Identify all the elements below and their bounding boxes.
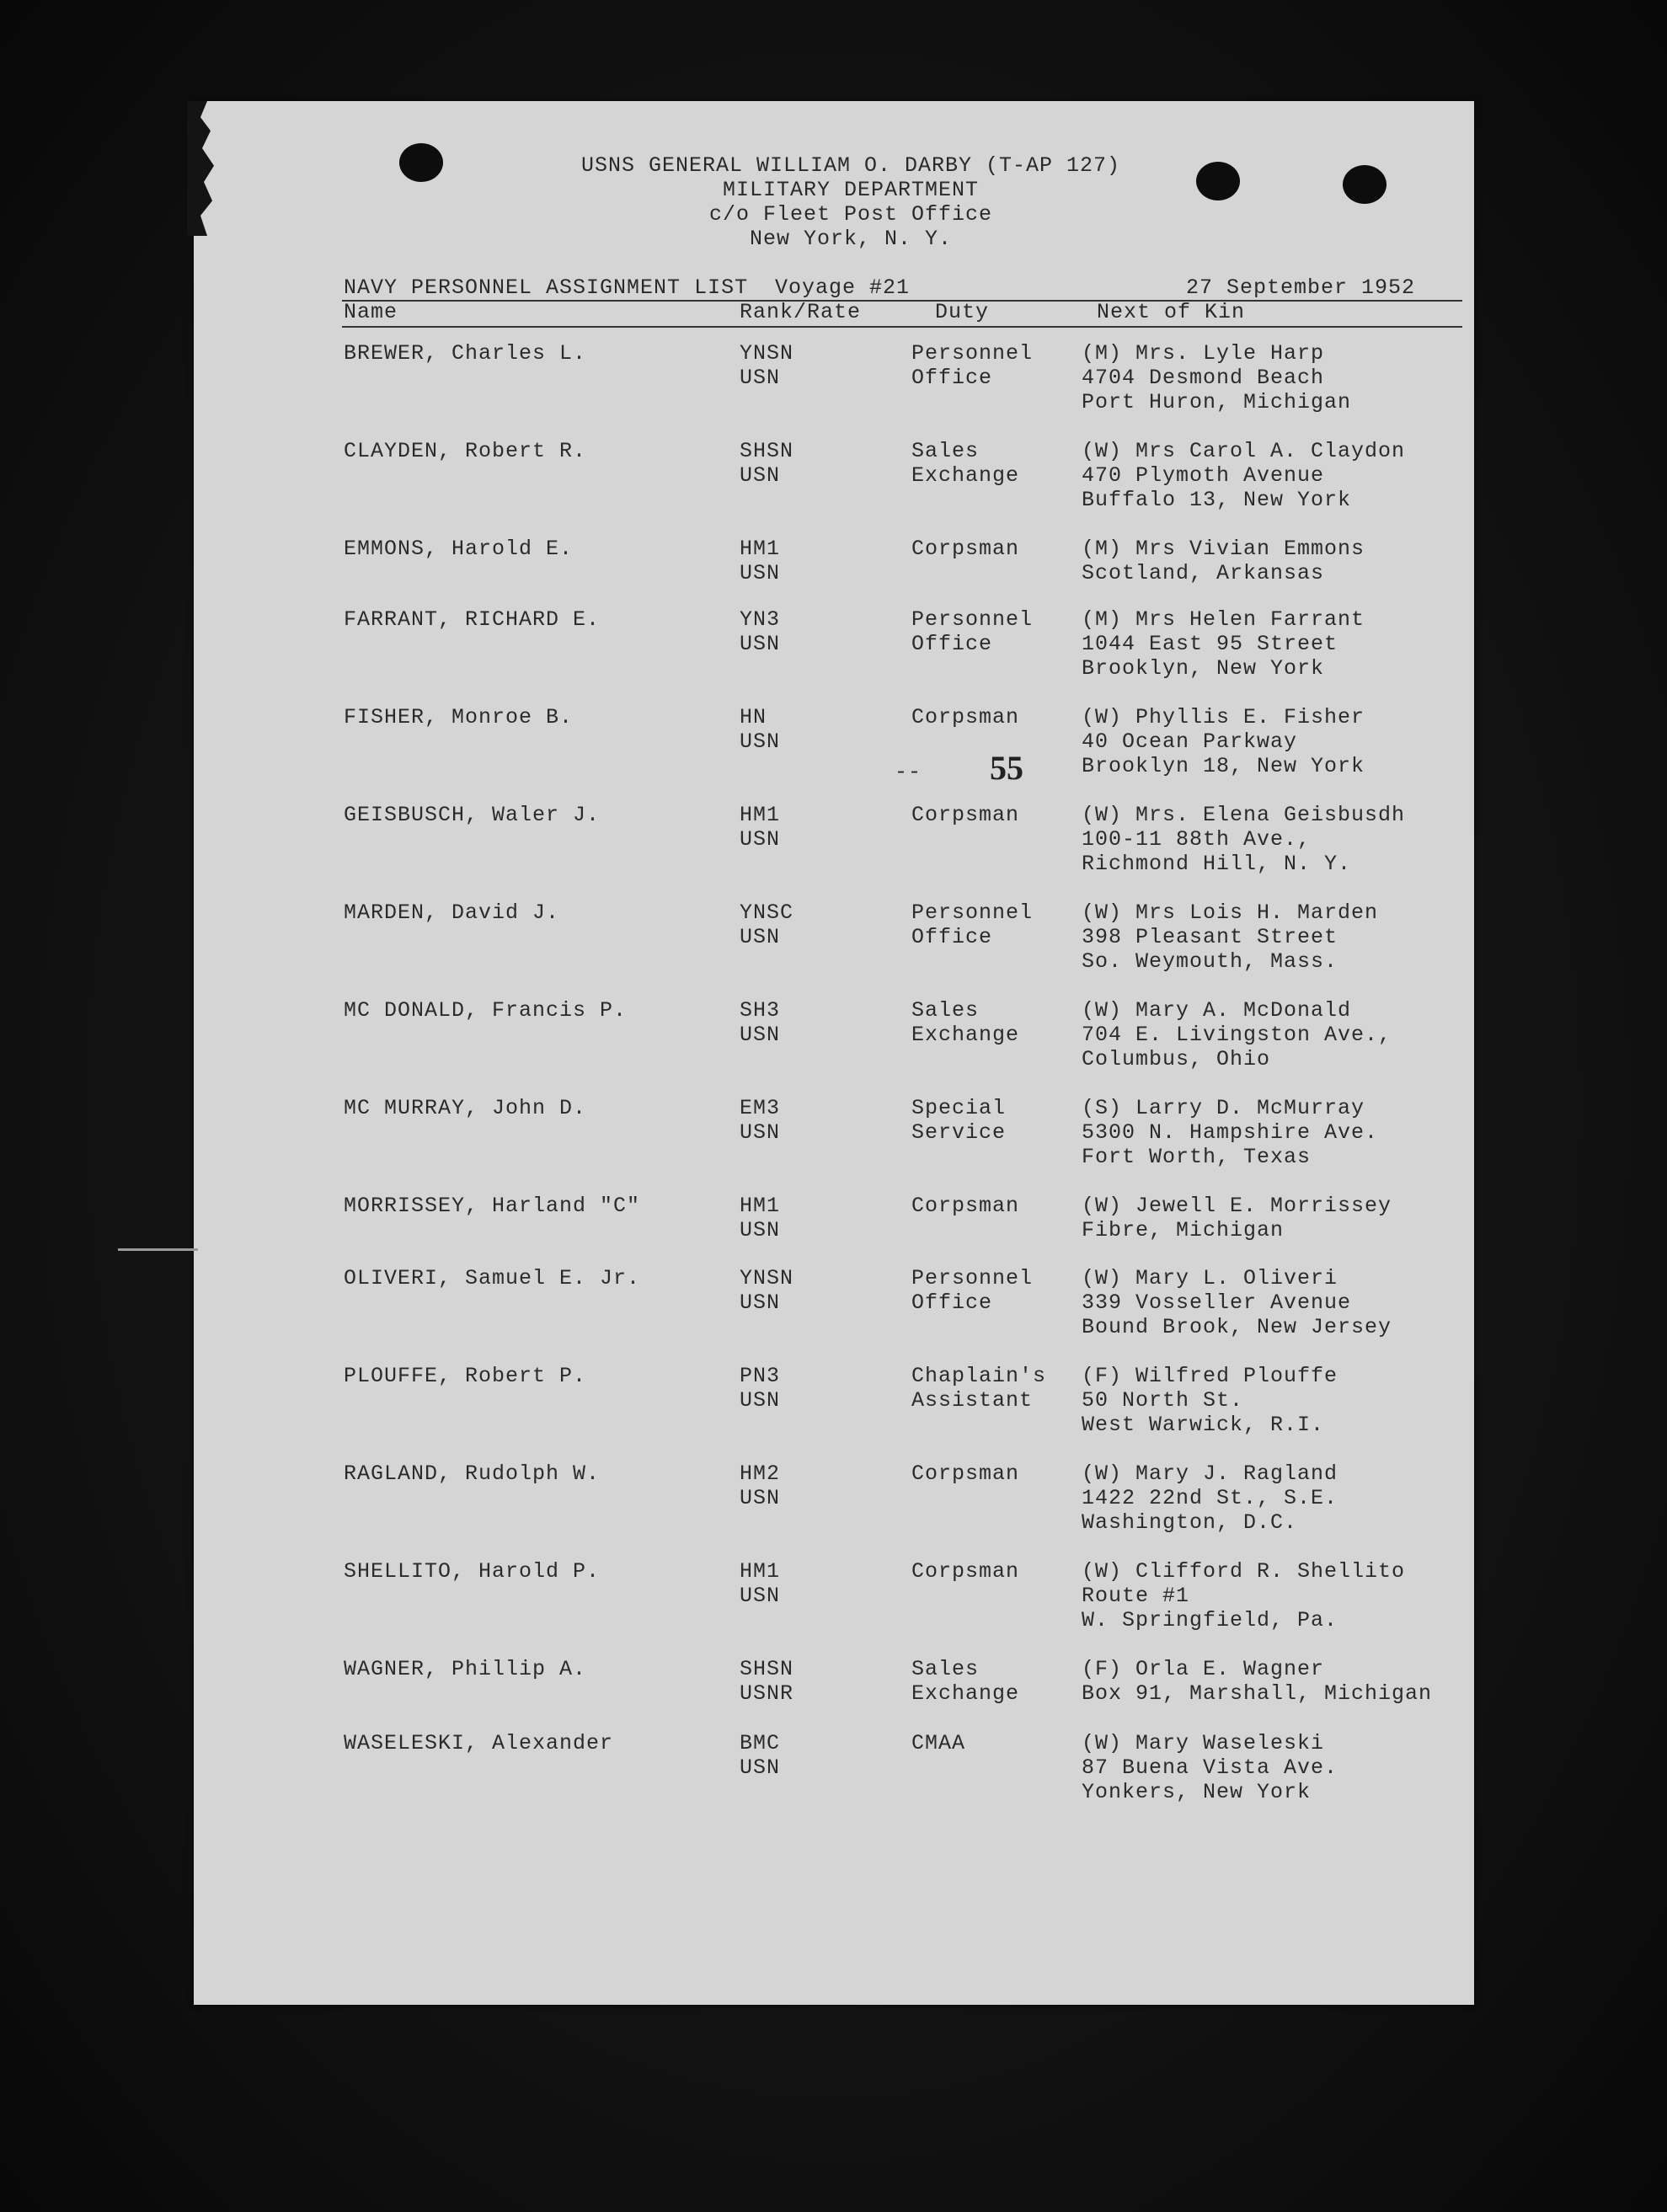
row-next-of-kin: (W) Mary Waseleski bbox=[1082, 1731, 1325, 1755]
row-duty: Personnel bbox=[911, 900, 1034, 925]
row-next-of-kin: Columbus, Ohio bbox=[1082, 1047, 1271, 1071]
row-duty: Office bbox=[911, 1290, 993, 1315]
row-duty: Personnel bbox=[911, 341, 1034, 366]
row-rank: HM1 bbox=[740, 1194, 781, 1218]
scan-mark bbox=[118, 1248, 198, 1251]
row-duty: Service bbox=[911, 1120, 1007, 1145]
row-duty: Sales bbox=[911, 439, 980, 463]
row-name: PLOUFFE, Robert P. bbox=[344, 1364, 587, 1388]
row-next-of-kin: 87 Buena Vista Ave. bbox=[1082, 1755, 1338, 1780]
row-rank: EM3 bbox=[740, 1096, 781, 1120]
title-rule bbox=[342, 300, 1462, 302]
row-next-of-kin: 398 Pleasant Street bbox=[1082, 925, 1338, 949]
row-name: WAGNER, Phillip A. bbox=[344, 1657, 587, 1681]
row-next-of-kin: 40 Ocean Parkway bbox=[1082, 729, 1298, 754]
stamp-dash: -- bbox=[895, 760, 922, 784]
row-name: CLAYDEN, Robert R. bbox=[344, 439, 587, 463]
row-duty: Office bbox=[911, 366, 993, 390]
row-next-of-kin: (W) Jewell E. Morrissey bbox=[1082, 1194, 1392, 1218]
row-duty: Office bbox=[911, 632, 993, 656]
row-rank: SH3 bbox=[740, 998, 781, 1023]
row-next-of-kin: 339 Vosseller Avenue bbox=[1082, 1290, 1352, 1315]
row-rank: USN bbox=[740, 827, 781, 852]
row-rank: USN bbox=[740, 366, 781, 390]
row-rank: HN bbox=[740, 705, 767, 729]
row-next-of-kin: Bound Brook, New Jersey bbox=[1082, 1315, 1392, 1339]
row-name: RAGLAND, Rudolph W. bbox=[344, 1461, 601, 1486]
row-next-of-kin: So. Weymouth, Mass. bbox=[1082, 949, 1338, 974]
row-rank: PN3 bbox=[740, 1364, 781, 1388]
punch-hole-middle bbox=[1196, 162, 1240, 200]
row-next-of-kin: Box 91, Marshall, Michigan bbox=[1082, 1681, 1433, 1706]
row-duty: Corpsman bbox=[911, 537, 1020, 561]
column-header-rank: Rank/Rate bbox=[740, 300, 862, 324]
column-header-kin: Next of Kin bbox=[1097, 300, 1246, 324]
row-next-of-kin: West Warwick, R.I. bbox=[1082, 1413, 1325, 1437]
row-rank: USN bbox=[740, 1584, 781, 1608]
row-next-of-kin: Fort Worth, Texas bbox=[1082, 1145, 1312, 1169]
row-rank: HM1 bbox=[740, 803, 781, 827]
row-next-of-kin: (M) Mrs Vivian Emmons bbox=[1082, 537, 1365, 561]
row-rank: USN bbox=[740, 1120, 781, 1145]
row-name: MC MURRAY, John D. bbox=[344, 1096, 587, 1120]
voyage-number: Voyage #21 bbox=[775, 275, 911, 300]
row-name: GEISBUSCH, Waler J. bbox=[344, 803, 601, 827]
row-name: FISHER, Monroe B. bbox=[344, 705, 574, 729]
row-name: SHELLITO, Harold P. bbox=[344, 1559, 601, 1584]
row-rank: USN bbox=[740, 632, 781, 656]
punch-hole-left bbox=[399, 143, 443, 182]
row-duty: Sales bbox=[911, 998, 980, 1023]
row-rank: YNSN bbox=[740, 1266, 794, 1290]
row-next-of-kin: W. Springfield, Pa. bbox=[1082, 1608, 1338, 1632]
row-duty: Exchange bbox=[911, 463, 1020, 488]
row-next-of-kin: 1044 East 95 Street bbox=[1082, 632, 1338, 656]
list-title: NAVY PERSONNEL ASSIGNMENT LIST bbox=[344, 275, 749, 300]
row-next-of-kin: (S) Larry D. McMurray bbox=[1082, 1096, 1365, 1120]
row-rank: USN bbox=[740, 925, 781, 949]
header-department: MILITARY DEPARTMENT bbox=[722, 178, 980, 202]
row-duty: Corpsman bbox=[911, 1461, 1020, 1486]
row-next-of-kin: 470 Plymoth Avenue bbox=[1082, 463, 1325, 488]
row-next-of-kin: 4704 Desmond Beach bbox=[1082, 366, 1325, 390]
row-rank: SHSN bbox=[740, 439, 794, 463]
row-rank: USN bbox=[740, 561, 781, 585]
row-next-of-kin: (W) Mary L. Oliveri bbox=[1082, 1266, 1338, 1290]
row-duty: Corpsman bbox=[911, 1194, 1020, 1218]
row-rank: USN bbox=[740, 729, 781, 754]
row-next-of-kin: Scotland, Arkansas bbox=[1082, 561, 1325, 585]
row-duty: Sales bbox=[911, 1657, 980, 1681]
row-next-of-kin: (M) Mrs. Lyle Harp bbox=[1082, 341, 1325, 366]
row-next-of-kin: Yonkers, New York bbox=[1082, 1780, 1312, 1804]
row-name: BREWER, Charles L. bbox=[344, 341, 587, 366]
row-rank: USN bbox=[740, 1023, 781, 1047]
row-rank: USNR bbox=[740, 1681, 794, 1706]
column-header-duty: Duty bbox=[935, 300, 990, 324]
header-post-office: c/o Fleet Post Office bbox=[708, 202, 993, 227]
row-next-of-kin: Washington, D.C. bbox=[1082, 1510, 1298, 1535]
row-next-of-kin: (W) Mrs Lois H. Marden bbox=[1082, 900, 1379, 925]
row-next-of-kin: (W) Mrs. Elena Geisbusdh bbox=[1082, 803, 1406, 827]
row-next-of-kin: (W) Phyllis E. Fisher bbox=[1082, 705, 1365, 729]
row-rank: HM2 bbox=[740, 1461, 781, 1486]
row-duty: Personnel bbox=[911, 1266, 1034, 1290]
header-ship-name: USNS GENERAL WILLIAM O. DARBY (T-AP 127) bbox=[580, 153, 1121, 178]
row-duty: Corpsman bbox=[911, 1559, 1020, 1584]
row-duty: Exchange bbox=[911, 1023, 1020, 1047]
list-date: 27 September 1952 bbox=[1186, 275, 1416, 300]
row-rank: USN bbox=[740, 1388, 781, 1413]
row-rank: HM1 bbox=[740, 537, 781, 561]
row-duty: Office bbox=[911, 925, 993, 949]
row-next-of-kin: Fibre, Michigan bbox=[1082, 1218, 1285, 1242]
row-name: WASELESKI, Alexander bbox=[344, 1731, 614, 1755]
row-next-of-kin: (W) Mary J. Ragland bbox=[1082, 1461, 1338, 1486]
row-name: MORRISSEY, Harland "C" bbox=[344, 1194, 641, 1218]
row-duty: Personnel bbox=[911, 607, 1034, 632]
page-number-stamp: 55 bbox=[990, 749, 1023, 787]
row-rank: USN bbox=[740, 1290, 781, 1315]
header-city: New York, N. Y. bbox=[749, 227, 953, 251]
row-rank: USN bbox=[740, 1486, 781, 1510]
row-next-of-kin: Brooklyn 18, New York bbox=[1082, 754, 1365, 778]
row-next-of-kin: Port Huron, Michigan bbox=[1082, 390, 1352, 414]
row-duty: CMAA bbox=[911, 1731, 966, 1755]
row-duty: Corpsman bbox=[911, 803, 1020, 827]
row-rank: YNSC bbox=[740, 900, 794, 925]
row-duty: Special bbox=[911, 1096, 1007, 1120]
column-header-name: Name bbox=[344, 300, 398, 324]
row-rank: USN bbox=[740, 1218, 781, 1242]
row-rank: USN bbox=[740, 463, 781, 488]
row-next-of-kin: (W) Mary A. McDonald bbox=[1082, 998, 1352, 1023]
row-next-of-kin: 50 North St. bbox=[1082, 1388, 1244, 1413]
row-duty: Exchange bbox=[911, 1681, 1020, 1706]
row-rank: HM1 bbox=[740, 1559, 781, 1584]
row-next-of-kin: (W) Clifford R. Shellito bbox=[1082, 1559, 1406, 1584]
row-name: MC DONALD, Francis P. bbox=[344, 998, 628, 1023]
row-next-of-kin: (M) Mrs Helen Farrant bbox=[1082, 607, 1365, 632]
row-next-of-kin: 704 E. Livingston Ave., bbox=[1082, 1023, 1392, 1047]
row-next-of-kin: 100-11 88th Ave., bbox=[1082, 827, 1312, 852]
row-rank: YNSN bbox=[740, 341, 794, 366]
row-name: MARDEN, David J. bbox=[344, 900, 560, 925]
row-next-of-kin: (F) Wilfred Plouffe bbox=[1082, 1364, 1338, 1388]
row-duty: Assistant bbox=[911, 1388, 1034, 1413]
row-next-of-kin: Buffalo 13, New York bbox=[1082, 488, 1352, 512]
row-name: FARRANT, RICHARD E. bbox=[344, 607, 601, 632]
row-duty: Chaplain's bbox=[911, 1364, 1047, 1388]
row-name: EMMONS, Harold E. bbox=[344, 537, 574, 561]
row-rank: BMC bbox=[740, 1731, 781, 1755]
row-next-of-kin: Brooklyn, New York bbox=[1082, 656, 1325, 681]
row-next-of-kin: 1422 22nd St., S.E. bbox=[1082, 1486, 1338, 1510]
row-next-of-kin: (F) Orla E. Wagner bbox=[1082, 1657, 1325, 1681]
row-name: OLIVERI, Samuel E. Jr. bbox=[344, 1266, 641, 1290]
row-rank: YN3 bbox=[740, 607, 781, 632]
row-rank: USN bbox=[740, 1755, 781, 1780]
row-next-of-kin: (W) Mrs Carol A. Claydon bbox=[1082, 439, 1406, 463]
column-header-rule bbox=[342, 326, 1462, 328]
punch-hole-right bbox=[1343, 165, 1386, 204]
row-next-of-kin: 5300 N. Hampshire Ave. bbox=[1082, 1120, 1379, 1145]
row-rank: SHSN bbox=[740, 1657, 794, 1681]
row-next-of-kin: Richmond Hill, N. Y. bbox=[1082, 852, 1352, 876]
row-duty: Corpsman bbox=[911, 705, 1020, 729]
row-next-of-kin: Route #1 bbox=[1082, 1584, 1190, 1608]
